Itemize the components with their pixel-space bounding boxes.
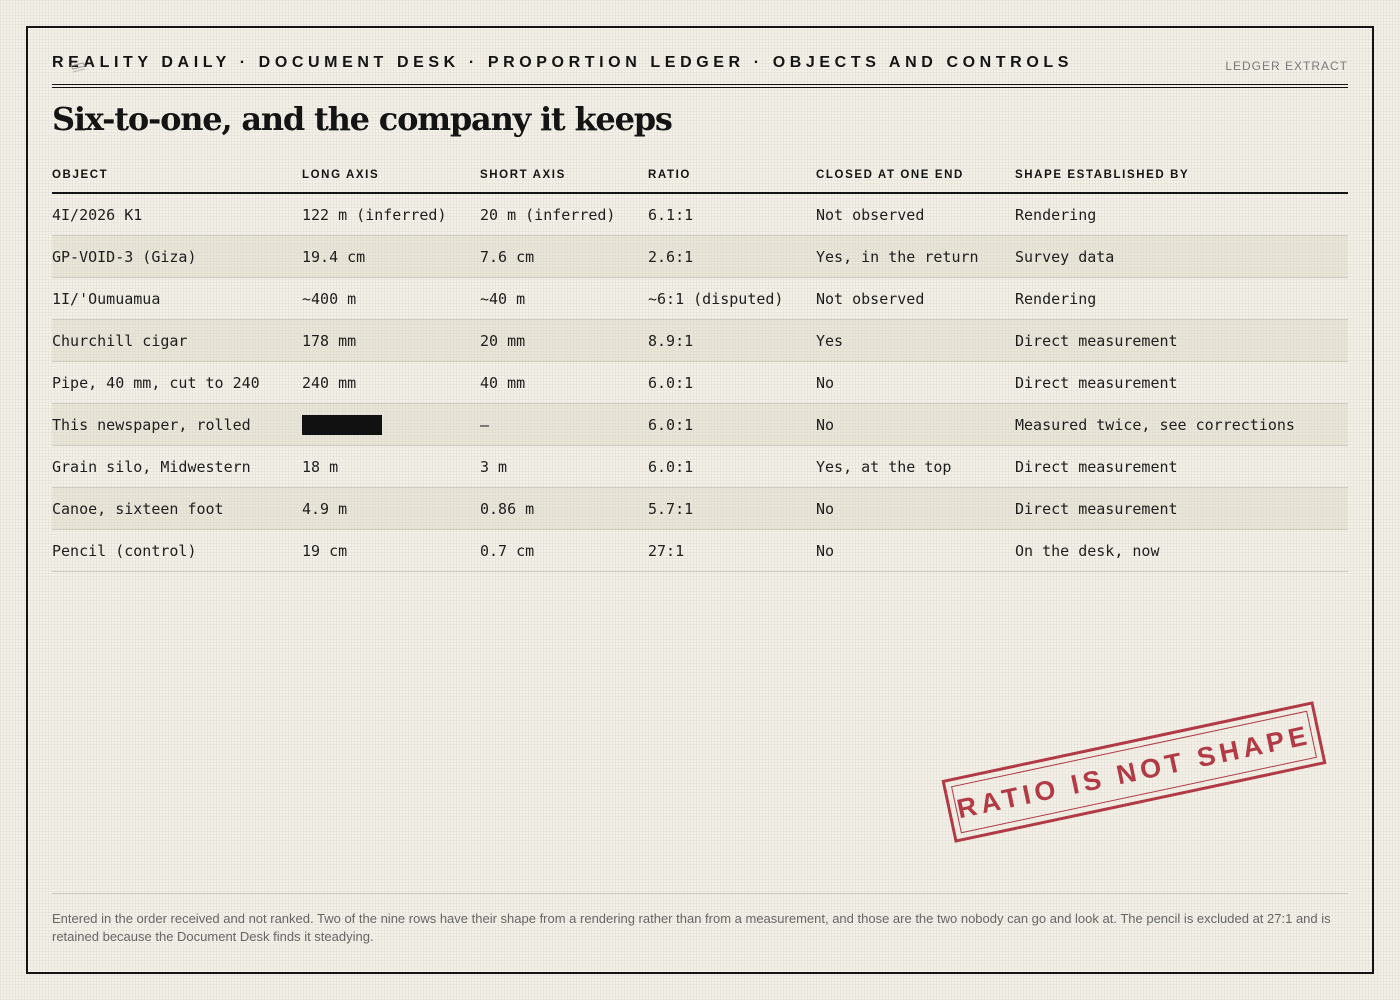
cell-object: GP-VOID-3 (Giza) bbox=[52, 248, 197, 266]
cell-short-axis: 0.7 cm bbox=[480, 542, 535, 560]
table-row bbox=[52, 194, 1348, 236]
redaction-bar bbox=[302, 415, 382, 435]
cell-established-by: Rendering bbox=[1015, 290, 1097, 308]
cell-established-by: Direct measurement bbox=[1015, 500, 1178, 518]
cell-long-axis: 19 cm bbox=[302, 542, 348, 560]
cell-closed: No bbox=[816, 542, 835, 560]
cell-object: Pencil (control) bbox=[52, 542, 197, 560]
cell-ratio: 5.7:1 bbox=[648, 500, 694, 518]
cell-long-axis: 240 mm bbox=[302, 374, 357, 392]
cell-object: 1I/'Oumuamua bbox=[52, 290, 161, 308]
cell-ratio: 6.1:1 bbox=[648, 206, 694, 224]
cell-short-axis: 40 mm bbox=[480, 374, 526, 392]
headline: Six-to-one, and the company it keeps bbox=[52, 100, 672, 138]
ledger-table bbox=[52, 166, 1348, 572]
cell-long-axis: 19.4 cm bbox=[302, 248, 366, 266]
table-row bbox=[52, 278, 1348, 320]
cell-long-axis: 4.9 m bbox=[302, 500, 348, 518]
masthead bbox=[52, 54, 1348, 84]
cell-established-by: Direct measurement bbox=[1015, 374, 1178, 392]
masthead-title: REALITY DAILY · DOCUMENT DESK · PROPORTION LEDGER · OBJECTS AND CONTROLS bbox=[52, 54, 1074, 71]
table-row bbox=[52, 488, 1348, 530]
header-closed-at-one-end: CLOSED AT ONE END bbox=[816, 169, 964, 181]
cell-established-by: Rendering bbox=[1015, 206, 1097, 224]
cell-short-axis: 20 m (inferred) bbox=[480, 206, 616, 224]
paperclip-icon bbox=[68, 62, 88, 76]
cell-object: This newspaper, rolled bbox=[52, 416, 251, 434]
cell-established-by: On the desk, now bbox=[1015, 542, 1160, 560]
cell-short-axis: 7.6 cm bbox=[480, 248, 535, 266]
cell-long-axis: 122 m (inferred) bbox=[302, 206, 447, 224]
table-header-row bbox=[52, 166, 1348, 194]
masthead-rule bbox=[52, 84, 1348, 88]
cell-established-by: Measured twice, see corrections bbox=[1015, 416, 1295, 434]
table-row bbox=[52, 404, 1348, 446]
header-shape-established-by: SHAPE ESTABLISHED BY bbox=[1015, 169, 1190, 181]
cell-ratio: 6.0:1 bbox=[648, 416, 694, 434]
cell-short-axis: 20 mm bbox=[480, 332, 526, 350]
cell-long-axis: 18 m bbox=[302, 458, 339, 476]
footnote-rule bbox=[52, 893, 1348, 894]
cell-object: 4I/2026 K1 bbox=[52, 206, 143, 224]
cell-closed: Yes bbox=[816, 332, 844, 350]
cell-ratio: ~6:1 (disputed) bbox=[648, 290, 784, 308]
header-long-axis: LONG AXIS bbox=[302, 169, 380, 181]
cell-ratio: 8.9:1 bbox=[648, 332, 694, 350]
table-row bbox=[52, 446, 1348, 488]
cell-established-by: Direct measurement bbox=[1015, 332, 1178, 350]
cell-ratio: 6.0:1 bbox=[648, 374, 694, 392]
cell-object: Pipe, 40 mm, cut to 240 bbox=[52, 374, 260, 392]
cell-short-axis: ~40 m bbox=[480, 290, 526, 308]
cell-object: Grain silo, Midwestern bbox=[52, 458, 251, 476]
cell-closed: Yes, at the top bbox=[816, 458, 952, 476]
table-row bbox=[52, 236, 1348, 278]
cell-closed: No bbox=[816, 416, 835, 434]
footnote: Entered in the order received and not ranked. Two of the nine rows have their shape from a rendering rather than from a measurement, and those are the two nobody can go and look at. The pencil is excluded at 27:1 and is retained because the Document Desk finds it steadying. bbox=[52, 911, 1331, 944]
cell-closed: Not observed bbox=[816, 206, 925, 224]
cell-closed: No bbox=[816, 500, 835, 518]
cell-short-axis: – bbox=[480, 416, 490, 434]
cell-closed: Not observed bbox=[816, 290, 925, 308]
ledger-extract-label: LEDGER EXTRACT bbox=[1225, 59, 1348, 73]
cell-ratio: 2.6:1 bbox=[648, 248, 694, 266]
table-row bbox=[52, 320, 1348, 362]
header-object: OBJECT bbox=[52, 169, 109, 181]
cell-ratio: 6.0:1 bbox=[648, 458, 694, 476]
cell-object: Canoe, sixteen foot bbox=[52, 500, 224, 518]
cell-established-by: Survey data bbox=[1015, 248, 1115, 266]
cell-object: Churchill cigar bbox=[52, 332, 188, 350]
header-ratio: RATIO bbox=[648, 169, 691, 181]
cell-closed: No bbox=[816, 374, 835, 392]
header-short-axis: SHORT AXIS bbox=[480, 169, 566, 181]
table-row bbox=[52, 362, 1348, 404]
cell-short-axis: 3 m bbox=[480, 458, 508, 476]
cell-long-axis: ~400 m bbox=[302, 290, 357, 308]
cell-short-axis: 0.86 m bbox=[480, 500, 535, 518]
cell-long-axis: 178 mm bbox=[302, 332, 357, 350]
cell-closed: Yes, in the return bbox=[816, 248, 979, 266]
page-frame bbox=[26, 26, 1374, 974]
cell-established-by: Direct measurement bbox=[1015, 458, 1178, 476]
stamp-text: RATIO IS NOT SHAPE bbox=[954, 719, 1314, 824]
cell-ratio: 27:1 bbox=[648, 542, 685, 560]
table-row bbox=[52, 530, 1348, 572]
